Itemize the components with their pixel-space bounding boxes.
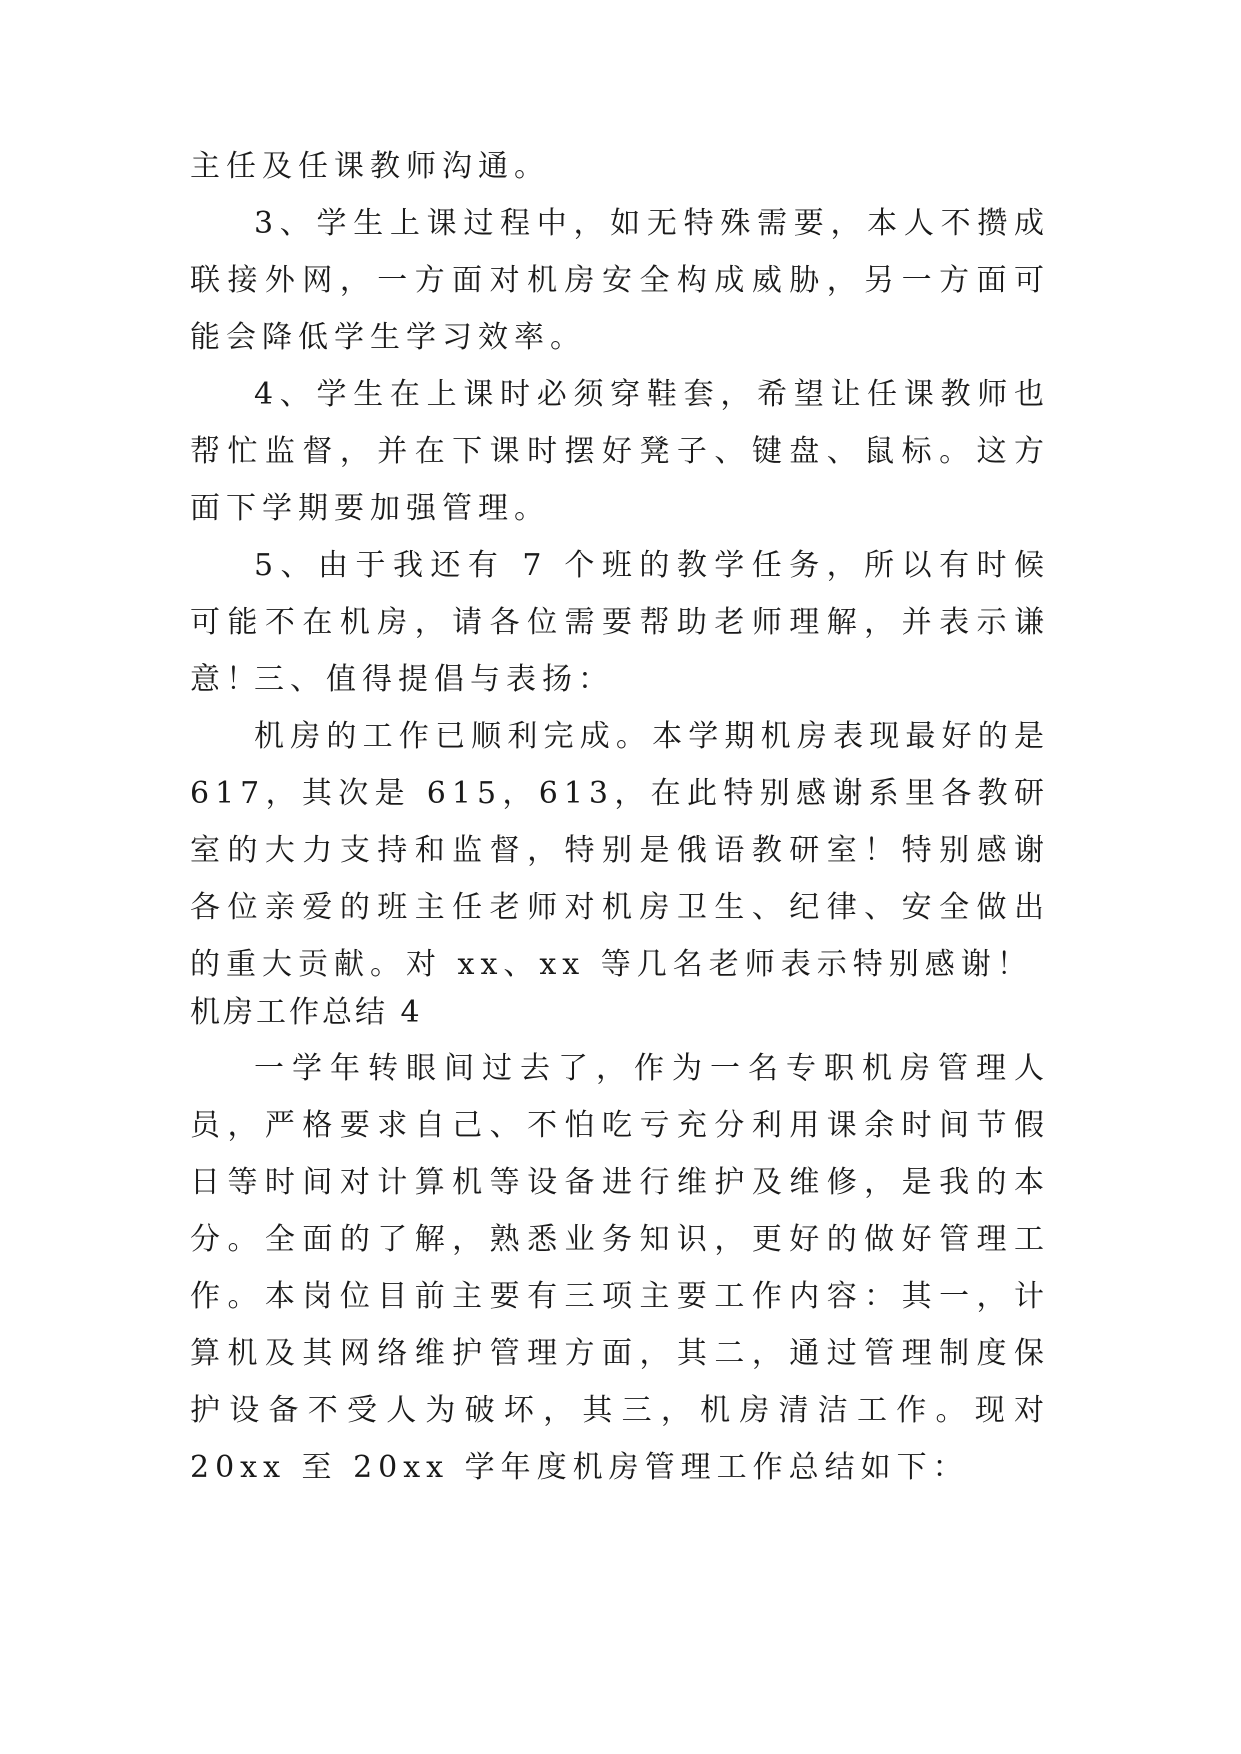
paragraph-item-3: 3、学生上课过程中，如无特殊需要，本人不攒成联接外网，一方面对机房安全构成威胁，另一方面可能会降低学生学习效率。 [190,206,1050,355]
paragraph-praise: 机房的工作已顺利完成。本学期机房表现最好的是 617，其次是 615，613，在此特别感谢系里各教研室的大力支持和监督，特别是俄语教研室！特别感谢各位亲爱的班主任老师对机房卫生、纪律、安全做出的重大贡献。对 xx、xx 等几名老师表示特别感谢！ [190,719,1050,982]
paragraph-item-4: 4、学生在上课时必须穿鞋套，希望让任课教师也帮忙监督，并在下课时摆好凳子、键盘、鼠标。这方面下学期要加强管理。 [190,377,1050,526]
section-title: 机房工作总结 4 [190,995,423,1030]
paragraph-item-5: 5、由于我还有 7 个班的教学任务，所以有时候可能不在机房，请各位需要帮助老师理解，并表示谦意！ [190,548,1050,697]
paragraph-section-three: 三、值得提倡与表扬： [254,662,614,697]
paragraph-continuation: 主任及任课教师沟通。 [190,149,550,184]
paragraph-summary-intro: 一学年转眼间过去了，作为一名专职机房管理人员，严格要求自己、不怕吃亏充分利用课余时间节假日等时间对计算机等设备进行维护及维修，是我的本分。全面的了解，熟悉业务知识，更好的做好管理工作。本岗位目前主要有三项主要工作内容：其一，计算机及其网络维护管理方面，其二，通过管理制度保护设备不受人为破坏，其三，机房清洁工作。现对 20xx 至 20xx 学年度机房管理工作总结如下： [190,1051,1050,1485]
